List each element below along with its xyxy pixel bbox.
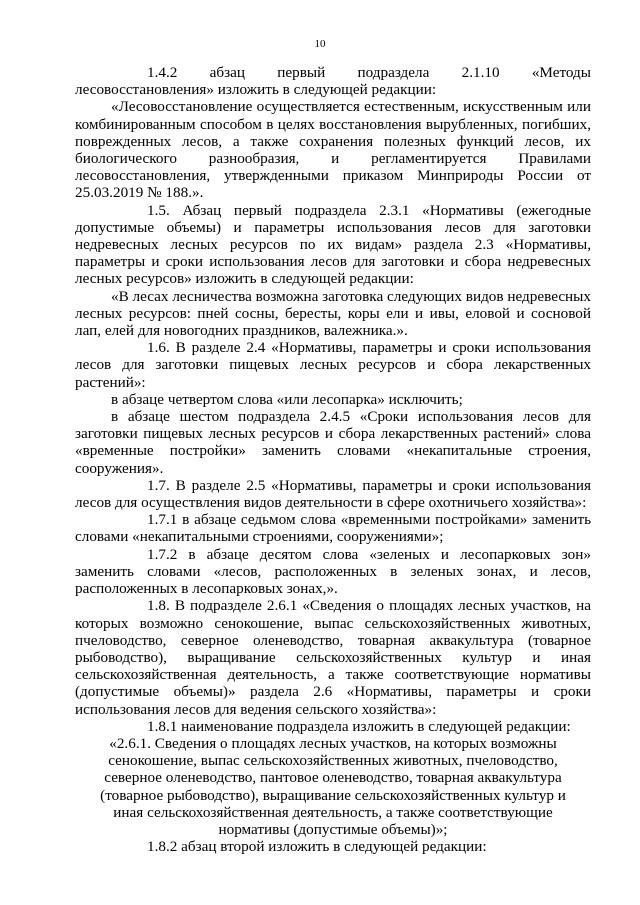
paragraph-text: В разделе 2.5 «Нормативы, параметры и сроки использования лесов для осуществления видов деятельности в сфере охотничьего хозяйства»: <box>75 476 591 512</box>
clause-number: 1.8.1 <box>147 717 178 735</box>
paragraph-1-4-2 <box>75 64 591 98</box>
clause-number: 1.7.2 <box>147 545 178 563</box>
paragraph-1-8-1 <box>75 718 591 735</box>
paragraph-1-8 <box>75 597 591 717</box>
paragraph-text: В разделе 2.4 «Нормативы, параметры и сроки использования лесов для заготовки пищевых лесных ресурсов и сбора лекарственных растений»: <box>75 339 591 391</box>
quote-reforestation <box>75 98 591 201</box>
paragraph-text: наименование подраздела изложить в следующей редакции: <box>181 717 571 735</box>
paragraph-text: абзац второй изложить в следующей редакции: <box>181 838 487 856</box>
clause-number: 1.6. <box>147 339 170 357</box>
paragraph-text: в абзаце десятом слова «зеленых и лесопарковых зон» заменить словами «лесов, расположенных в зеленых зонах, и лесов, расположенных в лесопарковых зонах,». <box>75 545 591 598</box>
page-number: 10 <box>314 38 326 50</box>
paragraph-text: в абзаце четвертом слова «или лесопарка» исключить; <box>111 390 463 408</box>
paragraph-text: В подразделе 2.6.1 «Сведения о площадях лесных участков, на которых возможно сенокошение, выпас сельскохозяйственных животных, пчеловодство, северное оленеводство, товарная аквакультура (товарное рыбоводство), выращивание сельскохозяйственных культур и иная сельскохозяйственная деятельность, а также соответствующие нормативы (допустимые объемы)» раздела 2.6 «Нормативы, параметры и сроки использования лесов для ведения сельского хозяйства»: <box>75 597 591 718</box>
paragraph-1-7-1 <box>75 511 591 545</box>
paragraph-text: в абзаце шестом подраздела 2.4.5 «Сроки использования лесов для заготовки пищевых лесных ресурсов и сбора лекарственных растений» слова «временные постройки» заменить словами «некапитальные строения, сооружения». <box>75 408 591 477</box>
paragraph-1-6-a <box>75 391 591 408</box>
paragraph-text: абзац первый подраздела 2.1.10 «Методы лесовосстановления» изложить в следующей редакции: <box>75 64 591 99</box>
paragraph-1-6-b <box>75 408 591 477</box>
paragraph-text: Абзац первый подраздела 2.3.1 «Нормативы (ежегодные допустимые объемы) и параметры использования лесов для заготовки недревесных лесных ресурсов по их видам» раздела 2.3 «Нормативы, параметры и сроки использования лесов для заготовки и сбора недревесных лесных ресурсов» изложить в следующей редакции: <box>75 201 591 288</box>
paragraph-text: «В лесах лесничества возможна заготовка следующих видов недревесных лесных ресурсов: пней сосны, бересты, коры ели и ивы, еловой и сосновой лап, елей для новогодних праздников, валежника.». <box>75 287 591 340</box>
paragraph-1-5 <box>75 202 591 288</box>
paragraph-1-7 <box>75 477 591 511</box>
clause-number: 1.8.2 <box>147 838 178 856</box>
quote-non-timber <box>75 288 591 340</box>
clause-number: 1.4.2 <box>147 64 178 81</box>
paragraph-text: в абзаце седьмом слова «временными постройками» заменить словами «некапитальными строениями, сооружениями»; <box>75 511 592 546</box>
paragraph-1-6 <box>75 339 591 391</box>
document-body <box>75 64 591 855</box>
clause-number: 1.8. <box>147 597 170 615</box>
paragraph-text: «Лесовосстановление осуществляется естественным, искусственным или комбинированным способом в целях восстановления вырубленных, погибших, поврежденных лесов, а также сохранения полезных функций лесов, их биологического разнообразия, и регламентируется Правилами лесовосстановления, утвержденными приказом Минприроды России от 25.03.2019 № 188.». <box>75 98 591 202</box>
centered-quote-section-title: «2.6.1. Сведения о площадях лесных участков, на которых возможны сенокошение, выпас сельскохозяйственных животных, пчеловодство, северное оленеводство, пантовое оленеводство, товарная аквакультура (товарное рыбоводство), выращивание сельскохозяйственных культур и иная сельскохозяйственная деятельность, а также соответствующие нормативы (допустимые объемы)»; <box>100 734 566 838</box>
clause-number: 1.7. <box>147 476 170 494</box>
paragraph-1-8-2 <box>75 838 591 855</box>
paragraph-1-7-2 <box>75 546 591 598</box>
clause-number: 1.7.1 <box>147 511 178 529</box>
clause-number: 1.5. <box>147 201 170 219</box>
